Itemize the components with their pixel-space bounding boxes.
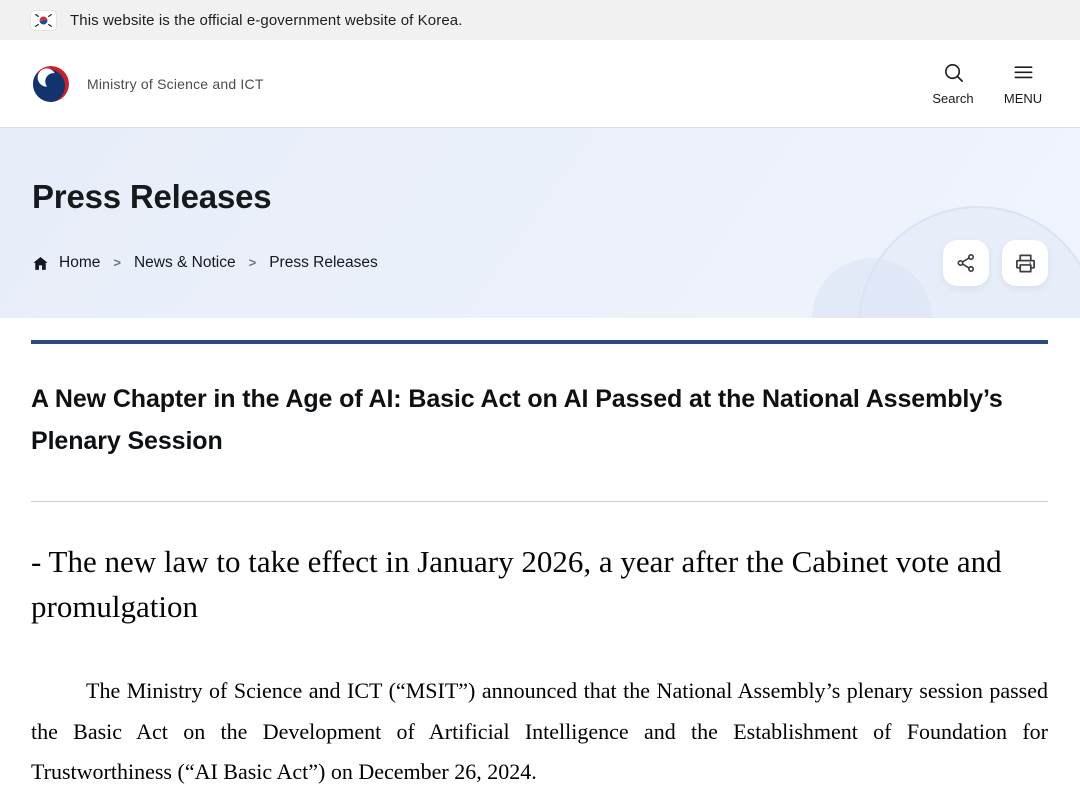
printer-icon <box>1014 252 1037 275</box>
hero-row <box>32 240 1048 286</box>
header-actions <box>930 61 1046 106</box>
search-label: Search <box>932 91 974 106</box>
breadcrumb-press-releases[interactable]: Press Releases <box>269 254 378 271</box>
site-header <box>0 40 1080 128</box>
gov-banner-text: This website is the official e-government website of Korea. <box>70 11 463 29</box>
breadcrumb <box>32 254 378 272</box>
article-content <box>0 340 1080 793</box>
korea-flag-icon <box>30 10 57 31</box>
menu-label: MENU <box>1003 91 1043 106</box>
hero-actions <box>943 240 1048 286</box>
home-icon <box>32 255 49 272</box>
msit-logo-icon <box>32 65 70 103</box>
org-name: Ministry of Science and ICT <box>87 75 264 92</box>
page-title: Press Releases <box>32 178 272 215</box>
breadcrumb-separator: > <box>113 254 121 270</box>
title-divider <box>31 501 1048 502</box>
breadcrumb-separator: > <box>248 254 257 270</box>
print-button[interactable] <box>1002 240 1048 286</box>
article-body-paragraph: The Ministry of Science and ICT (“MSIT”) announced that the National Assembly’s plenary session passed the Basic Act on the Development of Artificial Intelligence and the Establishment of Foundation for Trustworthiness (“AI Basic Act”) on December 26, 2024. <box>31 678 1048 784</box>
share-button[interactable] <box>943 240 989 286</box>
search-button[interactable] <box>930 61 976 106</box>
gov-banner <box>0 0 1080 40</box>
menu-button[interactable] <box>1000 61 1046 106</box>
breadcrumb-news-notice[interactable]: News & Notice <box>133 254 236 271</box>
hero-section <box>0 128 1080 318</box>
share-icon <box>955 252 977 274</box>
content-top-rule <box>31 340 1048 344</box>
hamburger-menu-icon <box>1011 61 1036 84</box>
article-subtitle: - The new law to take effect in January 2026, a year after the Cabinet vote and promulgation <box>31 544 1002 624</box>
breadcrumb-home[interactable]: Home <box>59 254 101 271</box>
article-title: A New Chapter in the Age of AI: Basic Act on AI Passed at the National Assembly’s Plenary Session <box>31 385 1003 455</box>
search-icon <box>942 61 965 84</box>
brand-logo-link[interactable] <box>32 65 264 103</box>
